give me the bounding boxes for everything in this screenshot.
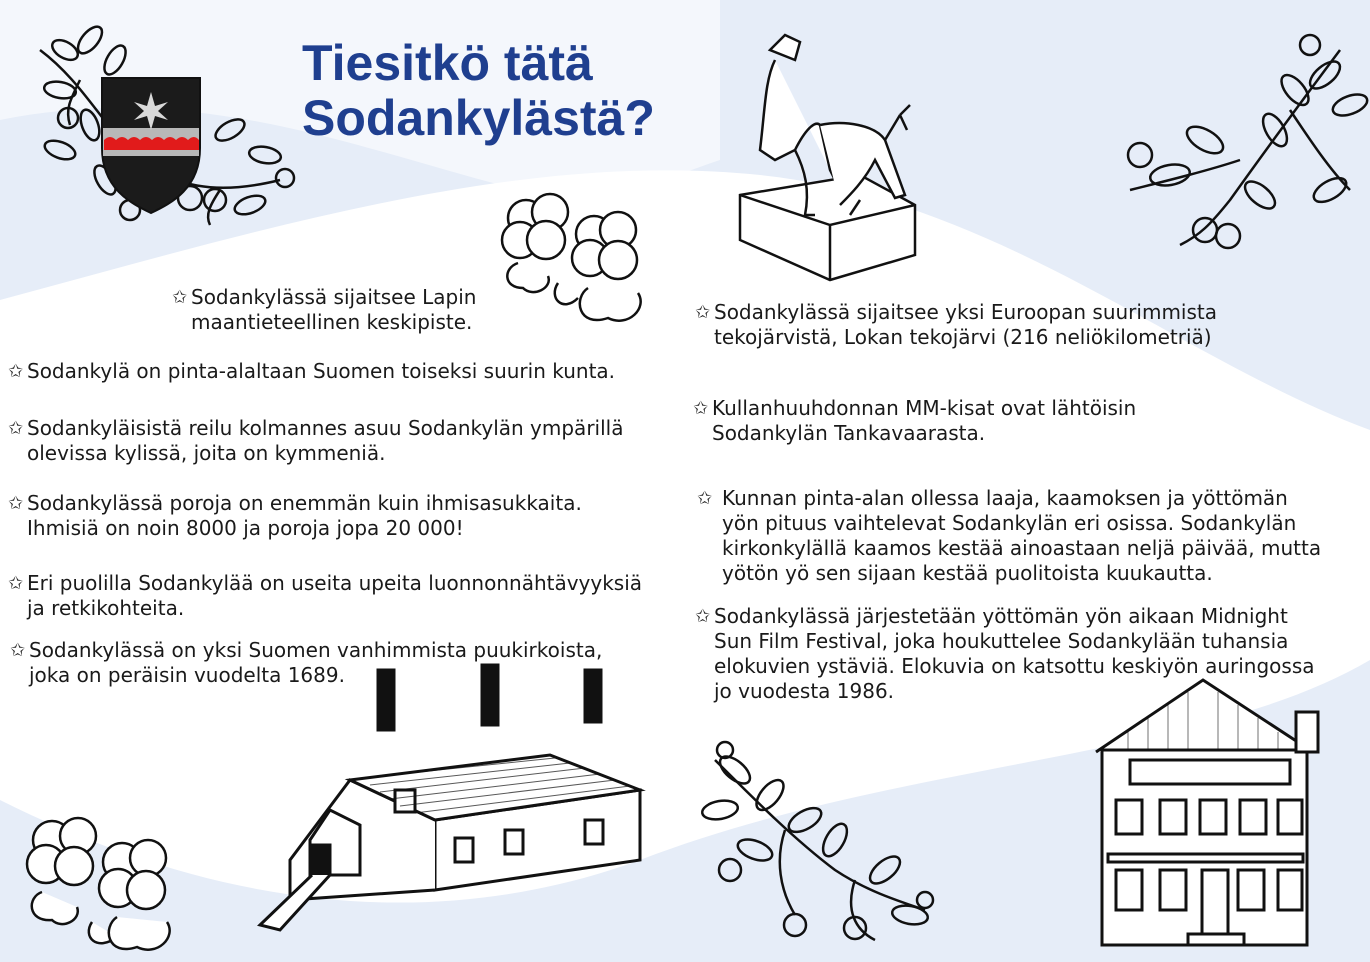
title-line-2: Sodankylästä? xyxy=(302,90,655,146)
fact-left-4 xyxy=(8,491,582,541)
cloudberries-illustration-bottom xyxy=(22,812,187,957)
star-outline-icon: ✩ xyxy=(10,640,26,661)
fact-right-3 xyxy=(697,486,1321,586)
fact-text: Sodankylässä järjestetään yöttömän yön aikaan Midnight Sun Film Festival, joka houkuttelee Sodankylään tuhansia elokuvien ystäviä. Elokuvia on katsottu keskiyön auringossa jo vuodesta 1986. xyxy=(714,604,1315,703)
coat-of-arms-shield xyxy=(102,78,200,213)
fact-left-2 xyxy=(8,359,615,384)
cloudberry-icon xyxy=(22,812,187,957)
fact-left-1 xyxy=(172,285,476,335)
lingonberry-branch-icon xyxy=(20,20,300,230)
cloudberry-icon xyxy=(498,188,658,328)
star-outline-icon: ✩ xyxy=(172,287,188,308)
wooden-church-illustration xyxy=(250,660,650,935)
lingonberry-branch-icon xyxy=(1110,30,1365,255)
berry-branch-illustration-top-right xyxy=(1110,30,1365,255)
star-outline-icon: ✩ xyxy=(695,606,711,627)
old-wooden-church-icon xyxy=(250,660,650,935)
star-outline-icon: ✩ xyxy=(8,573,24,594)
star-outline-icon: ✩ xyxy=(8,493,24,514)
fact-text: Kunnan pinta-alan ollessa laaja, kaamoksen ja yöttömän yön pituus vaihtelevat Sodankylän eri osissa. Sodankylän kirkonkylällä kaamos kestää ainoastaan neljä päivää, mutta yötön yö sen sijaan kestää puolitoista kuukautta. xyxy=(722,486,1322,585)
fact-left-5 xyxy=(8,571,642,621)
fact-text: Sodankyläisistä reilu kolmannes asuu Sodankylän ympärillä olevissa kylissä, joita on kymmeniä. xyxy=(27,416,624,465)
star-outline-icon: ✩ xyxy=(697,488,713,509)
fact-text: Sodankylässä sijaitsee Lapin maantieteellinen keskipiste. xyxy=(191,285,477,334)
lingonberry-branch-icon xyxy=(695,740,945,945)
cloudberries-illustration-top xyxy=(498,188,658,328)
reindeer-statue-illustration xyxy=(735,30,920,285)
coat-of-arms-illustration xyxy=(20,20,300,230)
fact-text: Sodankylässä poroja on enemmän kuin ihmisasukkaita. Ihmisiä on noin 8000 ja poroja jopa 20 000! xyxy=(27,491,582,540)
fact-right-1 xyxy=(695,300,1217,350)
fact-left-3 xyxy=(8,416,623,466)
cinema-building-illustration xyxy=(1088,672,1328,952)
fact-text: Eri puolilla Sodankylää on useita upeita luonnonnähtävyyksiä ja retkikohteita. xyxy=(27,571,643,620)
fact-right-2 xyxy=(693,396,1136,446)
fact-text: Sodankylä on pinta-alaltaan Suomen toiseksi suurin kunta. xyxy=(27,359,616,383)
star-outline-icon: ✩ xyxy=(8,418,24,439)
star-outline-icon: ✩ xyxy=(8,361,24,382)
title-line-1: Tiesitkö tätä xyxy=(302,35,593,91)
berry-branch-illustration-bottom xyxy=(695,740,945,945)
star-outline-icon: ✩ xyxy=(695,302,711,323)
fact-text: Kullanhuuhdonnan MM-kisat ovat lähtöisin Sodankylän Tankavaarasta. xyxy=(712,396,1137,445)
fact-text: Sodankylässä on yksi Suomen vanhimmista puukirkoista, joka on peräisin vuodelta 1689. xyxy=(29,638,603,687)
page-title xyxy=(302,36,655,146)
reindeer-herder-statue-icon xyxy=(735,30,920,285)
cinema-building-icon xyxy=(1088,672,1328,952)
fact-text: Sodankylässä sijaitsee yksi Euroopan suurimmista tekojärvistä, Lokan tekojärvi (216 neliökilometriä) xyxy=(714,300,1217,349)
star-outline-icon: ✩ xyxy=(693,398,709,419)
